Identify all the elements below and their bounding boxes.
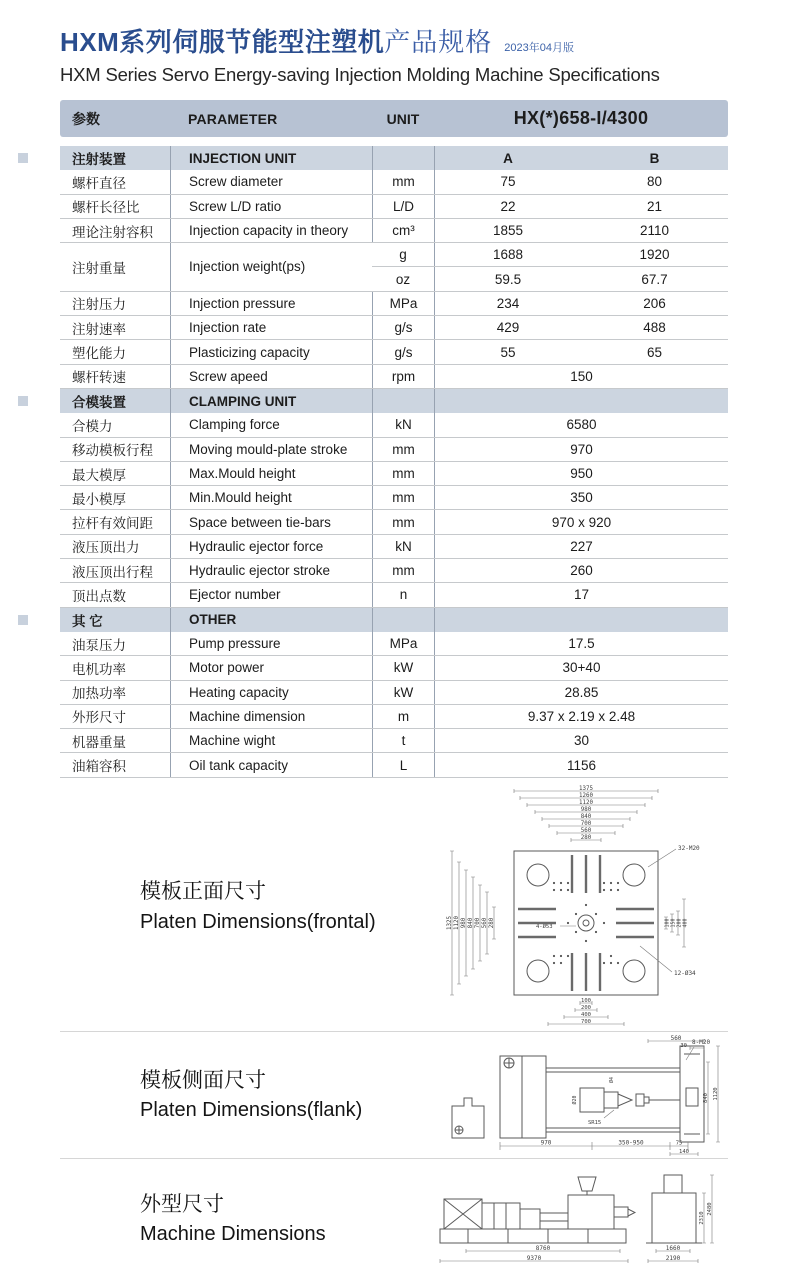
unit-cell: g/s	[372, 316, 434, 339]
hole-label: 4-Ø53	[536, 924, 553, 931]
unit-cell: MPa	[372, 292, 434, 315]
dim-label: 8760	[535, 1244, 551, 1252]
platen-frontal-label	[60, 876, 428, 936]
dim-label: 2310	[699, 1211, 705, 1225]
param-zh: 理论注射容积	[72, 224, 153, 240]
value-span: 970 x 920	[434, 510, 728, 533]
value-b: 1920	[639, 247, 670, 263]
dim-label: 75	[675, 1140, 683, 1147]
param-zh: 注射压力	[72, 297, 126, 313]
value-a: 1688	[434, 243, 581, 266]
section-platen-flank	[60, 1032, 728, 1159]
value-span: 28.85	[434, 681, 728, 704]
value-span: 17	[434, 583, 728, 606]
section-name-zh: 其 它	[72, 613, 103, 629]
value-b: 2110	[639, 223, 670, 239]
param-en: Ejector number	[170, 583, 372, 606]
table-row	[60, 510, 728, 534]
dim-label: 840	[467, 917, 474, 929]
dim-label: 100	[581, 998, 591, 1005]
param-zh: 拉杆有效间距	[72, 516, 153, 532]
dim-label: 280	[580, 835, 592, 842]
section-title-zh: 模板正面尺寸	[140, 880, 266, 904]
dim-label: 9370	[526, 1254, 542, 1262]
table-row	[60, 195, 728, 219]
table-row	[60, 656, 728, 680]
dim-label: 400	[682, 918, 689, 928]
param-zh: 最大模厚	[72, 467, 126, 483]
section-name-en: CLAMPING UNIT	[170, 389, 372, 413]
machine-dimensions-label	[60, 1189, 428, 1249]
section-unit-cell	[372, 608, 434, 632]
unit-cell: mm	[372, 170, 434, 193]
param-en: Moving mould-plate stroke	[170, 438, 372, 461]
section-platen-frontal	[60, 782, 728, 1032]
param-en: Injection pressure	[170, 292, 372, 315]
unit-cell: g	[399, 247, 407, 263]
version-label: 2023年04月版	[504, 42, 575, 54]
dim-label: 400	[581, 1012, 591, 1019]
value-a: 429	[434, 316, 581, 339]
dim-label: 1120	[453, 916, 460, 931]
param-zh: 合模力	[72, 418, 113, 434]
value-b: 206	[643, 295, 666, 311]
header-model: HX(*)658-I/4300	[513, 108, 649, 128]
table-row	[60, 729, 728, 753]
unit-cell: t	[372, 729, 434, 752]
dim-label: 980	[460, 917, 467, 929]
value-span: 227	[434, 535, 728, 558]
dim-label: 560	[670, 1034, 682, 1042]
table-row	[60, 340, 728, 364]
dim-label: 700	[580, 821, 592, 828]
param-en: Injection capacity in theory	[170, 219, 372, 242]
value-span: 1156	[434, 753, 728, 776]
unit-cell: kN	[372, 535, 434, 558]
header-unit: UNIT	[386, 110, 420, 127]
value-a: 55	[434, 340, 581, 363]
thread-label: 32-M20	[678, 845, 700, 853]
subrow-g	[372, 243, 728, 267]
radius-label: SR15	[588, 1119, 602, 1126]
param-en: Machine dimension	[170, 705, 372, 728]
unit-cell: kN	[372, 413, 434, 436]
unit-cell: g/s	[372, 340, 434, 363]
dim-label: 1325	[446, 916, 453, 931]
section-name-zh: 注射装置	[72, 152, 126, 168]
table-row	[60, 219, 728, 243]
param-en: Injection weight(ps)	[170, 243, 372, 291]
param-en: Motor power	[170, 656, 372, 679]
param-zh: 螺杆转速	[72, 370, 126, 386]
unit-cell: L/D	[372, 195, 434, 218]
dim-label: 1120	[579, 800, 593, 807]
param-zh: 电机功率	[72, 661, 126, 677]
platen-flank-diagram	[442, 1034, 728, 1156]
value-span: 6580	[434, 413, 728, 436]
dim-label: 30	[680, 1042, 687, 1049]
dim-label: 280	[488, 917, 495, 929]
hole-label: 12-Ø34	[674, 970, 696, 978]
subrow-oz	[372, 267, 728, 290]
page-title	[60, 22, 728, 59]
table-row	[60, 753, 728, 777]
table-body	[60, 146, 728, 778]
unit-cell: mm	[372, 462, 434, 485]
platen-flank-label	[60, 1065, 428, 1125]
unit-cell: L	[372, 753, 434, 776]
section-row-other	[60, 608, 728, 632]
table-row	[60, 438, 728, 462]
title-chinese: HXM系列伺服节能型注塑机	[60, 27, 385, 57]
platen-frontal-diagram	[442, 783, 728, 1029]
section-name-en: INJECTION UNIT	[170, 146, 372, 170]
param-zh: 加热功率	[72, 686, 126, 702]
param-zh: 塑化能力	[72, 346, 126, 362]
param-zh: 螺杆长径比	[72, 200, 140, 216]
hole-label: Ø20	[572, 1095, 578, 1105]
table-row	[60, 559, 728, 583]
unit-cell: m	[372, 705, 434, 728]
section-title-en: Machine Dimensions	[140, 1223, 326, 1246]
unit-cell: n	[372, 583, 434, 606]
table-row	[60, 413, 728, 437]
unit-cell: mm	[372, 486, 434, 509]
value-span: 970	[434, 438, 728, 461]
param-en: Max.Mould height	[170, 462, 372, 485]
table-row	[60, 365, 728, 389]
section-title-zh: 外型尺寸	[140, 1192, 224, 1216]
table-row	[60, 535, 728, 559]
value-a: 75	[434, 170, 581, 193]
dim-label: 100	[664, 918, 671, 928]
param-en: Min.Mould height	[170, 486, 372, 509]
table-row	[60, 632, 728, 656]
section-name-zh: 合模装置	[72, 395, 126, 411]
param-en: Plasticizing capacity	[170, 340, 372, 363]
title-suffix: 产品规格	[384, 27, 493, 57]
col-a-label: A	[434, 146, 581, 170]
param-en: Hydraulic ejector force	[170, 535, 372, 558]
value-span: 30	[434, 729, 728, 752]
table-row	[60, 462, 728, 486]
value-b: 65	[646, 344, 663, 360]
dim-label: 980	[580, 807, 592, 814]
param-zh: 最小模厚	[72, 491, 126, 507]
value-a: 1855	[434, 219, 581, 242]
dim-label: 150	[670, 918, 677, 928]
value-b: 488	[643, 320, 666, 336]
unit-cell: oz	[395, 271, 411, 287]
header-param-en: PARAMETER	[188, 110, 278, 127]
table-row	[60, 681, 728, 705]
spec-table	[60, 100, 728, 778]
dim-label: 1375	[579, 786, 593, 793]
dim-label: 840	[580, 814, 592, 821]
table-header-row	[60, 100, 728, 137]
table-row	[60, 583, 728, 607]
table-row	[60, 705, 728, 729]
value-span: 30+40	[434, 656, 728, 679]
page-header	[60, 0, 728, 86]
value-b: 67.7	[641, 271, 668, 287]
dim-label: 2480	[707, 1202, 713, 1216]
param-zh: 移动模板行程	[72, 443, 153, 459]
section-name-en: OTHER	[170, 608, 372, 632]
dim-label: 560	[580, 828, 592, 835]
param-en: Pump pressure	[170, 632, 372, 655]
value-span: 150	[434, 365, 728, 388]
dim-label: 560	[481, 917, 488, 929]
value-span: 9.37 x 2.19 x 2.48	[434, 705, 728, 728]
section-row-clamping	[60, 389, 728, 413]
unit-cell: kW	[372, 681, 434, 704]
col-b-label: B	[649, 150, 660, 166]
dim-label: 1660	[665, 1244, 681, 1252]
param-zh: 注射速率	[72, 321, 126, 337]
section-title-zh: 模板侧面尺寸	[140, 1068, 266, 1092]
dim-label: 1260	[579, 793, 593, 800]
param-en: Clamping force	[170, 413, 372, 436]
section-machine-dimensions	[60, 1159, 728, 1279]
table-row	[60, 486, 728, 510]
param-zh: 液压顶出力	[72, 540, 140, 556]
value-b: 21	[646, 198, 663, 214]
param-zh: 注射重量	[72, 260, 126, 276]
hole-label: Ø4	[609, 1076, 615, 1083]
param-en: Screw diameter	[170, 170, 372, 193]
header-param-zh: 参数	[72, 110, 100, 127]
dim-label: 200	[581, 1005, 591, 1012]
param-zh: 油箱容积	[72, 759, 126, 775]
unit-cell: mm	[372, 559, 434, 582]
section-unit-cell	[372, 389, 434, 413]
param-en: Injection rate	[170, 316, 372, 339]
dim-label: 200	[676, 918, 683, 928]
param-zh: 外形尺寸	[72, 710, 126, 726]
section-title-en: Platen Dimensions(flank)	[140, 1099, 363, 1122]
dim-label: 840	[703, 1092, 709, 1103]
unit-cell: kW	[372, 656, 434, 679]
value-b: 80	[646, 174, 663, 190]
section-row-injection	[60, 146, 728, 170]
unit-cell: cm³	[372, 219, 434, 242]
param-zh: 螺杆直径	[72, 175, 126, 191]
unit-cell: mm	[372, 510, 434, 533]
value-span: 260	[434, 559, 728, 582]
unit-cell: rpm	[372, 365, 434, 388]
section-value-cell	[434, 389, 728, 413]
param-en: Heating capacity	[170, 681, 372, 704]
param-en: Screw L/D ratio	[170, 195, 372, 218]
unit-cell: MPa	[372, 632, 434, 655]
section-unit-cell	[372, 146, 434, 170]
value-span: 350	[434, 486, 728, 509]
table-row-injection-weight	[60, 243, 728, 292]
page-subtitle: HXM Series Servo Energy-saving Injection Molding Machine Specifications	[60, 64, 660, 85]
value-a: 234	[434, 292, 581, 315]
param-zh: 机器重量	[72, 734, 126, 750]
dim-label: 700	[474, 917, 481, 929]
param-en: Oil tank capacity	[170, 753, 372, 776]
table-row	[60, 316, 728, 340]
param-zh: 油泵压力	[72, 637, 126, 653]
param-en: Machine wight	[170, 729, 372, 752]
dim-label: 970	[540, 1139, 552, 1147]
table-row	[60, 292, 728, 316]
machine-dimensions-diagram	[428, 1163, 728, 1275]
subrows	[372, 243, 728, 291]
param-zh: 顶出点数	[72, 588, 126, 604]
section-title-en: Platen Dimensions(frontal)	[140, 910, 376, 933]
value-a: 59.5	[434, 267, 581, 290]
dim-label: 2190	[665, 1254, 681, 1262]
table-row	[60, 170, 728, 194]
dim-label: 350-950	[618, 1139, 644, 1147]
section-value-cell	[434, 608, 728, 632]
dim-label: 700	[581, 1019, 591, 1026]
thread-label: 8-M20	[692, 1038, 711, 1046]
param-en: Space between tie-bars	[170, 510, 372, 533]
param-en: Screw apeed	[170, 365, 372, 388]
value-span: 17.5	[434, 632, 728, 655]
dim-label: 140	[679, 1148, 689, 1155]
value-a: 22	[434, 195, 581, 218]
param-zh: 液压顶出行程	[72, 564, 153, 580]
param-en: Hydraulic ejector stroke	[170, 559, 372, 582]
unit-cell: mm	[372, 438, 434, 461]
value-span: 950	[434, 462, 728, 485]
dim-label: 1120	[713, 1087, 719, 1101]
